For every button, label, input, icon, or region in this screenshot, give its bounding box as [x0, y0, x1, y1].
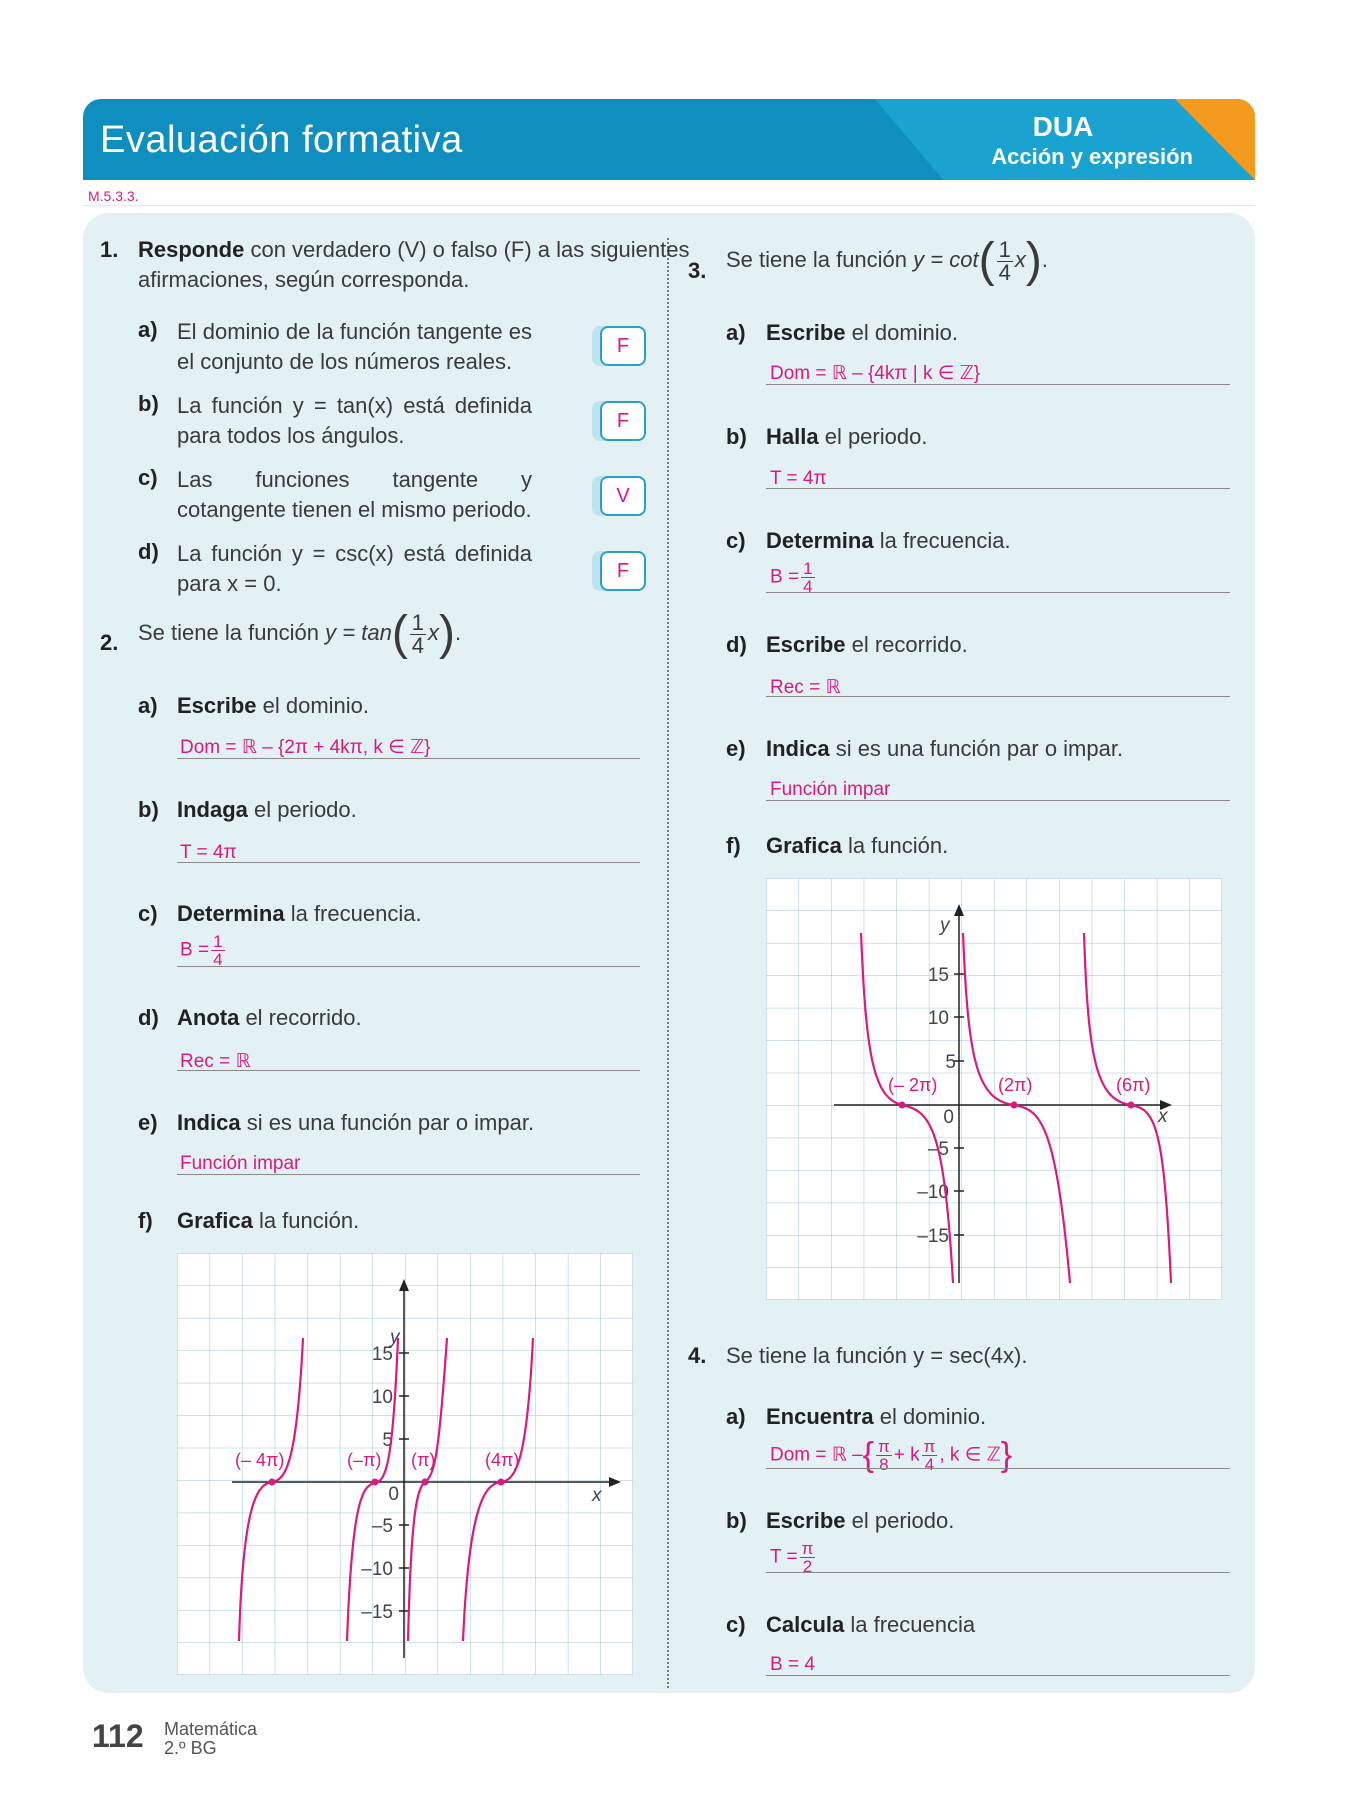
y-tick-5: 5 [382, 1430, 393, 1451]
q2d-answer: Rec = ℝ [180, 1051, 251, 1072]
curriculum-code: M.5.3.3. [88, 188, 139, 204]
dua-subtitle: Acción y expresión [991, 144, 1193, 169]
q2d-letter: d) [138, 1005, 159, 1030]
q3e-answer-line [766, 800, 1230, 801]
y-tick-10: 10 [927, 1008, 949, 1029]
annotation-2pi: (2π) [998, 1075, 1033, 1095]
graph-grid [766, 878, 1222, 1300]
q4b-answer-line [766, 1572, 1230, 1573]
q2b-answer-line [177, 862, 640, 863]
q2e-letter: e) [138, 1110, 158, 1135]
q4b-prompt: Escribe el periodo. [766, 1508, 955, 1533]
q1c-text: Las funciones tangente y cotangente tienen el mismo periodo. [177, 467, 532, 522]
q4b-answer: T = $\frac{\pi}{2}$ [770, 1539, 814, 1576]
q3e-letter: e) [726, 736, 746, 761]
y-tick-neg15: –15 [917, 1226, 949, 1247]
q4a-answer: Dom = ℝ –{ $\frac{\pi}{8}$ + k $\frac{\pi}{4}$ , k ∈ ℤ} [770, 1436, 1013, 1474]
q3d-letter: d) [726, 632, 747, 657]
q1a-answer-box[interactable]: F [600, 326, 646, 366]
q3b-prompt: Halla el periodo. [766, 424, 928, 449]
annotation-negpi: (–π) [347, 1450, 382, 1470]
q1a-text: El dominio de la función tangente es el conjunto de los números reales. [177, 319, 532, 374]
q4b-letter: b) [726, 1508, 747, 1533]
y-tick-10: 10 [371, 1387, 393, 1408]
q4c-answer-line [766, 1675, 1230, 1676]
q2a-prompt: Escribe el dominio. [177, 693, 370, 718]
annotation-neg2pi: (– 2π) [888, 1075, 938, 1095]
y-tick-5: 5 [945, 1052, 956, 1073]
q1-number: 1. [100, 237, 119, 262]
x-axis-label: x [592, 1485, 602, 1506]
q3-graph [766, 878, 1222, 1300]
q2e-answer-line [177, 1174, 640, 1175]
q3c-letter: c) [726, 528, 746, 553]
y-tick-neg15: –15 [361, 1602, 393, 1623]
q2a-answer: Dom = ℝ – {2π + 4kπ, k ∈ ℤ} [180, 737, 431, 758]
q3a-answer: Dom = ℝ – {4kπ | k ∈ ℤ} [770, 363, 981, 384]
q4a-answer-line [766, 1468, 1230, 1469]
q4-number: 4. [688, 1343, 707, 1368]
q3f-prompt: Grafica la función. [766, 833, 949, 858]
footer-grade: 2.º BG [164, 1737, 217, 1758]
page-number: 112 [92, 1718, 144, 1754]
y-tick-neg5: –5 [371, 1516, 393, 1537]
annotation-6pi: (6π) [1116, 1075, 1151, 1095]
q2b-letter: b) [138, 797, 159, 822]
q1d-answer-box[interactable]: F [600, 551, 646, 591]
column-divider [667, 238, 669, 1688]
q2c-prompt: Determina la frecuencia. [177, 901, 422, 926]
q3d-prompt: Escribe el recorrido. [766, 632, 968, 657]
y-tick-15: 15 [371, 1344, 393, 1365]
q3-statement: Se tiene la función y = cot( $\frac{1}{4}$ x). [726, 234, 1048, 287]
q3a-prompt: Escribe el dominio. [766, 320, 959, 345]
q3e-answer: Función impar [770, 779, 891, 800]
q3d-answer-line [766, 696, 1230, 697]
q2-graph [177, 1253, 633, 1675]
y-tick-15: 15 [927, 965, 949, 986]
header-rule [83, 205, 1255, 206]
q3f-letter: f) [726, 833, 741, 858]
footer-subject [164, 1720, 257, 1758]
header-banner [83, 99, 1255, 180]
q1c-letter: c) [138, 465, 158, 490]
y-tick-0: 0 [943, 1107, 954, 1128]
annotation-neg4pi: (– 4π) [235, 1450, 285, 1470]
page-title: Evaluación formativa [100, 119, 463, 161]
q3c-answer-line [766, 592, 1230, 593]
q2c-answer-line [177, 966, 640, 967]
q1b-letter: b) [138, 391, 159, 416]
q2a-letter: a) [138, 693, 158, 718]
q2f-letter: f) [138, 1208, 153, 1233]
q2d-answer-line [177, 1070, 640, 1071]
q3c-answer: B = $\frac{1}{4}$ [770, 559, 813, 596]
q3a-answer-line [766, 384, 1230, 385]
y-tick-0: 0 [388, 1484, 399, 1505]
y-axis-label: y [390, 1327, 400, 1348]
q1b-text: La función y = tan(x) está definida para todos los ángulos. [177, 393, 532, 448]
q3e-prompt: Indica si es una función par o impar. [766, 736, 1124, 761]
q2e-prompt: Indica si es una función par o impar. [177, 1110, 535, 1135]
q4-statement: Se tiene la función y = sec(4x). [726, 1343, 1028, 1368]
q1-text: Responde con verdadero (V) o falso (F) a las siguientes [138, 237, 690, 262]
q2f-prompt: Grafica la función. [177, 1208, 360, 1233]
q3d-answer: Rec = ℝ [770, 677, 841, 698]
q2d-prompt: Anota el recorrido. [177, 1005, 362, 1030]
q1-text-line2: afirmaciones, según corresponda. [138, 267, 470, 292]
q2e-answer: Función impar [180, 1153, 301, 1174]
y-tick-neg5: –5 [927, 1139, 949, 1160]
q1d-letter: d) [138, 539, 159, 564]
q3b-answer-line [766, 488, 1230, 489]
annotation-4pi: (4π) [485, 1450, 520, 1470]
q2b-answer: T = 4π [180, 842, 237, 863]
q4c-letter: c) [726, 1612, 746, 1637]
q1c-answer-box[interactable]: V [600, 476, 646, 516]
y-tick-neg10: –10 [917, 1182, 949, 1203]
q2b-prompt: Indaga el periodo. [177, 797, 357, 822]
q1b-answer-box[interactable]: F [600, 401, 646, 441]
q4a-letter: a) [726, 1404, 746, 1429]
q2c-answer: B = $\frac{1}{4}$ [180, 932, 223, 969]
q4c-answer: B = 4 [770, 1654, 815, 1675]
q2c-letter: c) [138, 901, 158, 926]
q3b-answer: T = 4π [770, 468, 827, 489]
q3c-prompt: Determina la frecuencia. [766, 528, 1011, 553]
q1d-text: La función y = csc(x) está definida para x = 0. [177, 541, 532, 596]
q3a-letter: a) [726, 320, 746, 345]
q1a-letter: a) [138, 317, 158, 342]
x-axis-label: x [1158, 1106, 1168, 1127]
q2-statement: Se tiene la función y = tan( $\frac{1}{4}$ x). [138, 607, 462, 660]
q3b-letter: b) [726, 424, 747, 449]
footer-subject-name: Matemática [164, 1719, 258, 1739]
dua-label: DUA [1032, 111, 1094, 142]
q2a-answer-line [177, 758, 640, 759]
q4a-prompt: Encuentra el dominio. [766, 1404, 987, 1429]
q4c-prompt: Calcula la frecuencia [766, 1612, 976, 1637]
y-tick-neg10: –10 [361, 1559, 393, 1580]
q3-number: 3. [688, 258, 707, 283]
q2-number: 2. [100, 630, 119, 655]
annotation-pi: (π) [411, 1450, 436, 1470]
y-axis-label: y [940, 915, 950, 936]
